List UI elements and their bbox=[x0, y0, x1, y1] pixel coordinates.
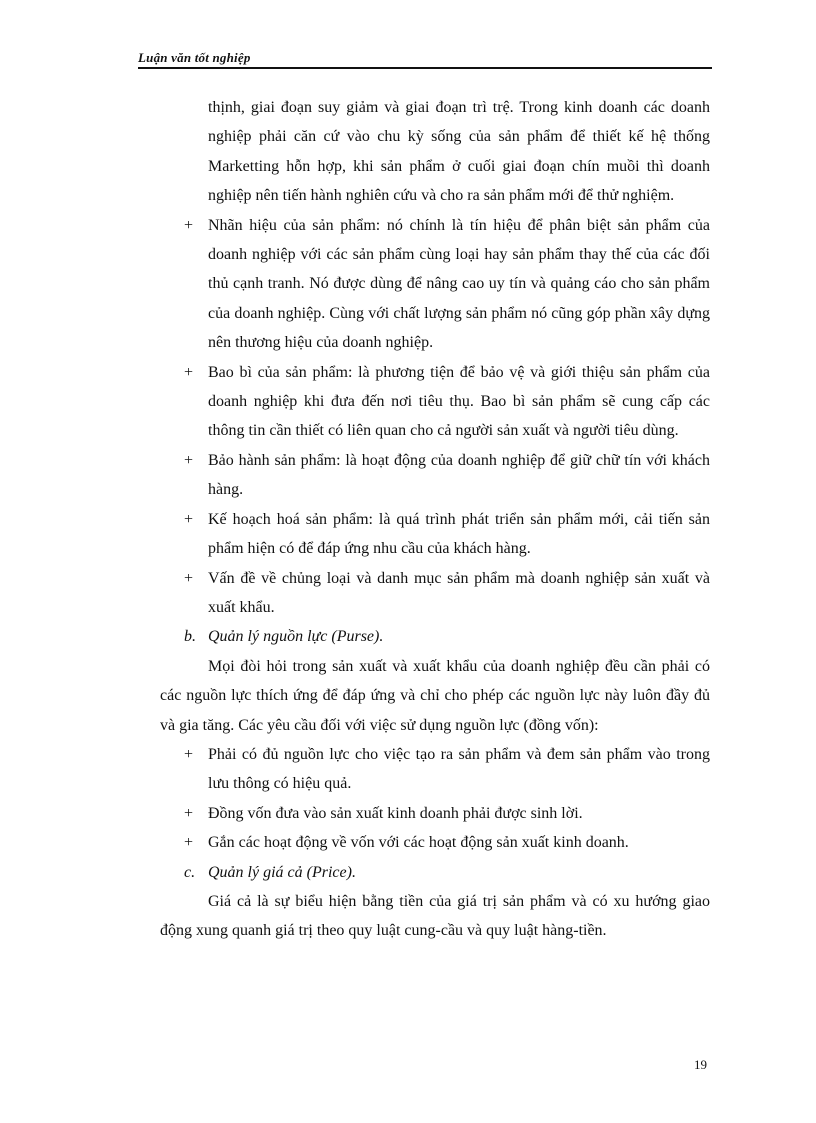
section-heading-purse bbox=[160, 622, 710, 651]
intro-continuation-paragraph: thịnh, giai đoạn suy giảm và giai đoạn trì trệ. Trong kinh doanh các doanh nghiệp phải căn cứ vào chu kỳ sống của sản phẩm để thiết kế hệ thống Marketting hỗn hợp, khi sản phẩm ở cuối giai đoạn chín muồi thì doanh nghiệp nên tiến hành nghiên cứu và cho ra sản phẩm mới để thử nghiệm. bbox=[208, 99, 710, 205]
bullet-text: Kế hoạch hoá sản phẩm: là quá trình phát triển sản phẩm mới, cải tiến sản phẩm hiện có để đáp ứng nhu cầu của khách hàng. bbox=[208, 510, 710, 558]
bullet-item-brand bbox=[160, 211, 710, 358]
bullet-mark: + bbox=[184, 363, 194, 381]
bullet-mark: + bbox=[184, 804, 194, 822]
section-letter: c. bbox=[184, 863, 196, 881]
bullet-mark: + bbox=[184, 834, 194, 852]
bullet-mark: + bbox=[184, 216, 194, 234]
header-rule bbox=[138, 67, 712, 69]
bullet-text: Đồng vốn đưa vào sản xuất kinh doanh phải được sinh lời. bbox=[208, 804, 583, 822]
bullet-item-product-planning bbox=[160, 505, 710, 564]
bullet-item-warranty bbox=[160, 446, 710, 505]
bullet-text: Bảo hành sản phẩm: là hoạt động của doanh nghiệp để giữ chữ tín với khách hàng. bbox=[208, 451, 710, 499]
bullet-item-capital-profit bbox=[160, 799, 710, 828]
bullet-mark: + bbox=[184, 569, 194, 587]
paragraph-price: Giá cả là sự biểu hiện bằng tiền của giá trị sản phẩm và có xu hướng giao động xung quanh giá trị theo quy luật cung-cầu và quy luật hàng-tiền. bbox=[160, 892, 710, 940]
header-title: Luận văn tốt nghiệp bbox=[138, 50, 251, 65]
bullet-text: Gắn các hoạt động về vốn với các hoạt động sản xuất kinh doanh. bbox=[208, 834, 629, 852]
bullet-item-product-range bbox=[160, 564, 710, 623]
bullet-text: Vấn đề về chủng loại và danh mục sản phẩm mà doanh nghiệp sản xuất và xuất khẩu. bbox=[208, 569, 710, 616]
paragraph-purse: Mọi đòi hỏi trong sản xuất và xuất khẩu của doanh nghiệp đều cần phải có các nguồn lực thích ứng để đáp ứng và chỉ cho phép các nguồn lực này luôn đầy đủ và gia tăng. Các yêu cầu đối với việc sử dụng nguồn lực (đồng vốn): bbox=[160, 657, 710, 734]
section-heading-price bbox=[160, 858, 710, 887]
document-body bbox=[160, 93, 710, 946]
bullet-text: Nhãn hiệu của sản phẩm: nó chính là tín hiệu để phân biệt sản phẩm của doanh nghiệp với các sản phẩm cùng loại hay sản phẩm thay thế của các đối thủ cạnh tranh. Nó được dùng để nâng cao uy tín và quảng cáo cho sản phẩm của doanh nghiệp. Cùng với chất lượng sản phẩm nó cũng góp phần xây dựng nên thương hiệu của doanh nghiệp. bbox=[208, 216, 710, 352]
bullet-item-packaging bbox=[160, 358, 710, 446]
bullet-text: Bao bì của sản phẩm: là phương tiện để bảo vệ và giới thiệu sản phẩm của doanh nghiệp khi đưa đến nơi tiêu thụ. Bao bì sản phẩm sẽ cung cấp các thông tin cần thiết có liên quan cho cả người sản xuất và người tiêu dùng. bbox=[208, 363, 710, 440]
section-title: Quản lý giá cả (Price). bbox=[208, 863, 356, 881]
page-header bbox=[138, 50, 712, 70]
page-number: 19 bbox=[694, 1057, 707, 1072]
bullet-mark: + bbox=[184, 745, 194, 763]
bullet-mark: + bbox=[184, 451, 194, 469]
bullet-mark: + bbox=[184, 510, 194, 528]
bullet-text: Phải có đủ nguồn lực cho việc tạo ra sản phẩm và đem sản phẩm vào trong lưu thông có hiệu quả. bbox=[208, 745, 710, 793]
bullet-item-capital-activities bbox=[160, 828, 710, 857]
section-title: Quản lý nguồn lực (Purse). bbox=[208, 628, 384, 646]
section-letter: b. bbox=[184, 628, 196, 646]
bullet-item-resources bbox=[160, 740, 710, 799]
